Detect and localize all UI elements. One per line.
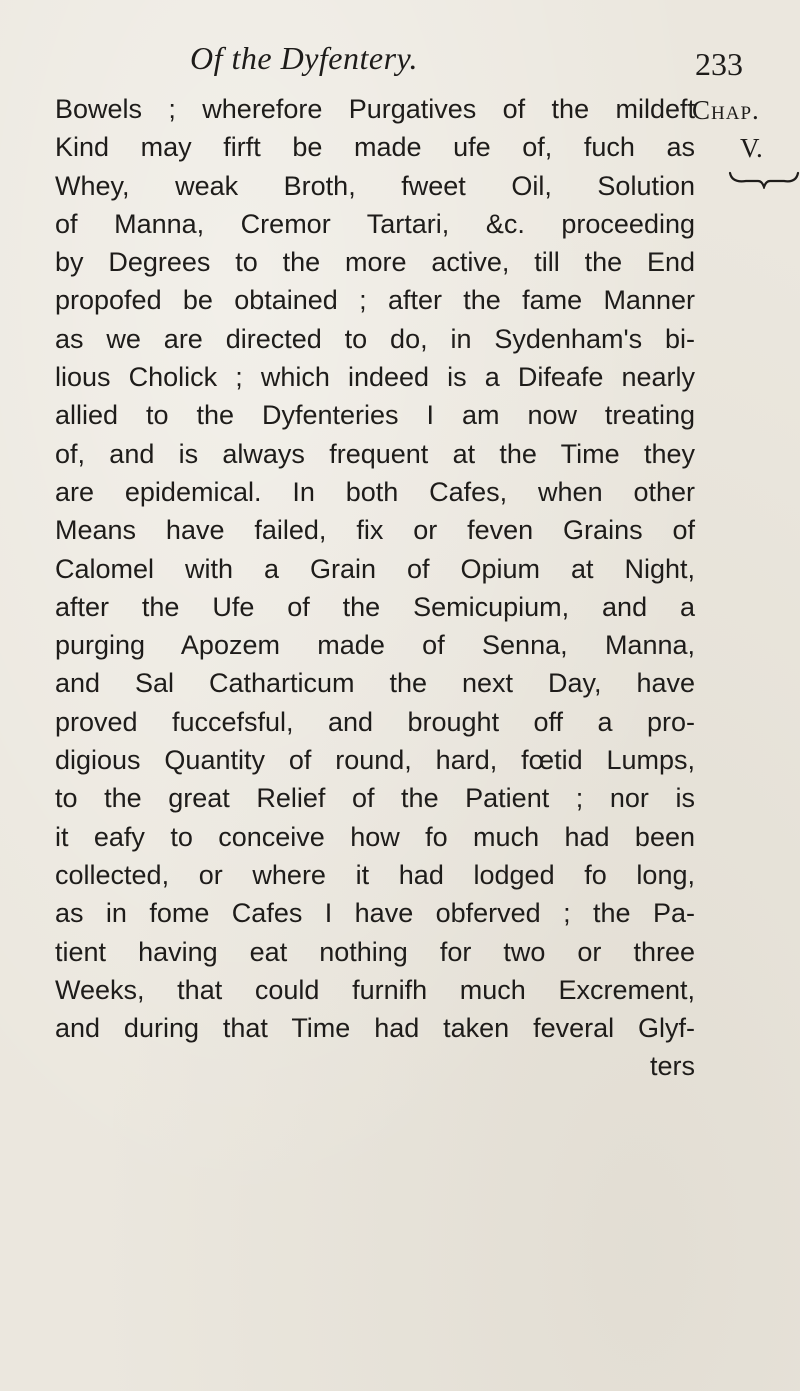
text-line-24: Weeks, that could furnifh much Excrement, [55, 974, 695, 1005]
chapter-marginal-note [690, 95, 800, 205]
running-head-title: Of the Dyfentery. [190, 40, 418, 76]
running-head [0, 30, 800, 80]
text-line-20: it eafy to conceive how fo much had been [55, 821, 695, 852]
text-line-19: to the great Relief of the Patient ; nor is [55, 783, 695, 814]
text-line-5: by Degrees to the more active, till the End [55, 247, 695, 278]
text-line-21: collected, or where it had lodged fo long, [55, 859, 695, 890]
text-line-8: lious Cholick ; which indeed is a Difeafe nearly [55, 362, 695, 393]
text-line-17: proved fuccefsful, and brought off a pro- [55, 706, 695, 737]
chapter-label: Chap. [692, 95, 760, 125]
catchword: ters [649, 1051, 695, 1082]
text-line-1: Bowels ; wherefore Purgatives of the mildeft [55, 94, 695, 124]
text-line-4: of Manna, Cremor Tartari, &c. proceeding [55, 208, 695, 239]
chapter-number: V. [740, 133, 763, 163]
page-number: 233 [695, 46, 743, 82]
text-line-18: digious Quantity of round, hard, fœtid Lumps, [55, 745, 695, 776]
text-line-15: purging Apozem made of Senna, Manna, [55, 630, 695, 661]
text-line-14: after the Ufe of the Semicupium, and a [55, 591, 695, 622]
text-line-3: Whey, weak Broth, fweet Oil, Solution [55, 170, 695, 201]
text-line-25: and during that Time had taken feveral Glyf- [55, 1013, 695, 1044]
text-line-10: of, and is always frequent at the Time they [55, 438, 695, 469]
text-line-12: Means have failed, fix or feven Grains of [55, 515, 695, 546]
text-line-2: Kind may firft be made ufe of, fuch as [55, 132, 695, 163]
text-line-16: and Sal Catharticum the next Day, have [55, 668, 695, 699]
text-line-11: are epidemical. In both Cafes, when other [55, 476, 695, 507]
text-line-23: tient having eat nothing for two or three [55, 936, 695, 967]
text-line-9: allied to the Dyfenteries I am now treating [55, 400, 695, 431]
text-line-7: as we are directed to do, in Sydenham's bi- [55, 323, 695, 354]
catchword-brace-ornament [728, 169, 800, 189]
text-line-22: as in fome Cafes I have obferved ; the Pa- [55, 898, 695, 929]
text-line-13: Calomel with a Grain of Opium at Night, [55, 553, 695, 584]
body-text [55, 90, 695, 1086]
text-line-6: propofed be obtained ; after the fame Manner [55, 285, 695, 316]
